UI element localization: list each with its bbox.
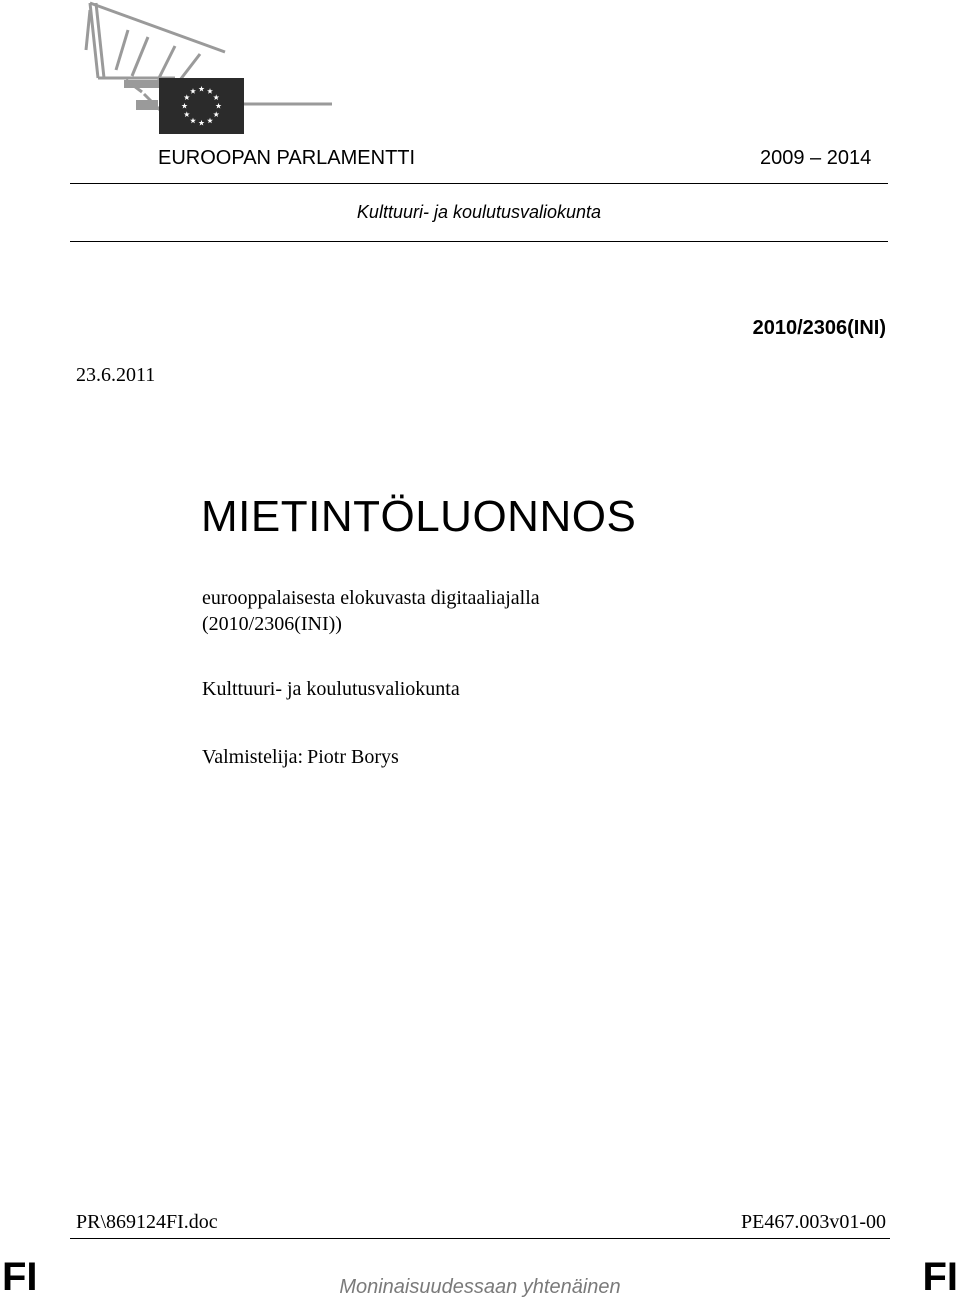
rapporteur-name: Piotr Borys bbox=[307, 746, 399, 768]
responsible-committee: Kulttuuri- ja koulutusvaliokunta bbox=[202, 678, 460, 700]
language-code-left: FI bbox=[2, 1255, 38, 1299]
language-code-right: FI bbox=[922, 1255, 958, 1299]
document-date: 23.6.2011 bbox=[76, 364, 156, 386]
rapporteur-label: Valmistelija: bbox=[202, 746, 304, 768]
footer-pe-reference: PE467.003v01-00 bbox=[741, 1211, 886, 1233]
document-subject-reference: (2010/2306(INI)) bbox=[202, 613, 342, 635]
procedure-reference: 2010/2306(INI) bbox=[752, 317, 886, 339]
document-title: MIETINTÖLUONNOS bbox=[201, 492, 637, 541]
rapporteur-line bbox=[202, 746, 399, 769]
header-committee-name: Kulttuuri- ja koulutusvaliokunta bbox=[356, 202, 602, 222]
footer-document-reference: PR\869124FI.doc bbox=[76, 1211, 218, 1233]
header-divider bbox=[70, 183, 888, 184]
institution-name: EUROOPAN PARLAMENTTI bbox=[158, 147, 416, 169]
document-subject: eurooppalaisesta elokuvasta digitaaliajalla bbox=[202, 587, 540, 609]
european-parliament-logo-icon bbox=[80, 0, 340, 140]
parliamentary-term: 2009 – 2014 bbox=[760, 147, 872, 169]
eu-motto: Moninaisuudessaan yhtenäinen bbox=[339, 1276, 621, 1298]
header-divider-bottom bbox=[70, 241, 888, 242]
footer-divider bbox=[70, 1238, 890, 1239]
